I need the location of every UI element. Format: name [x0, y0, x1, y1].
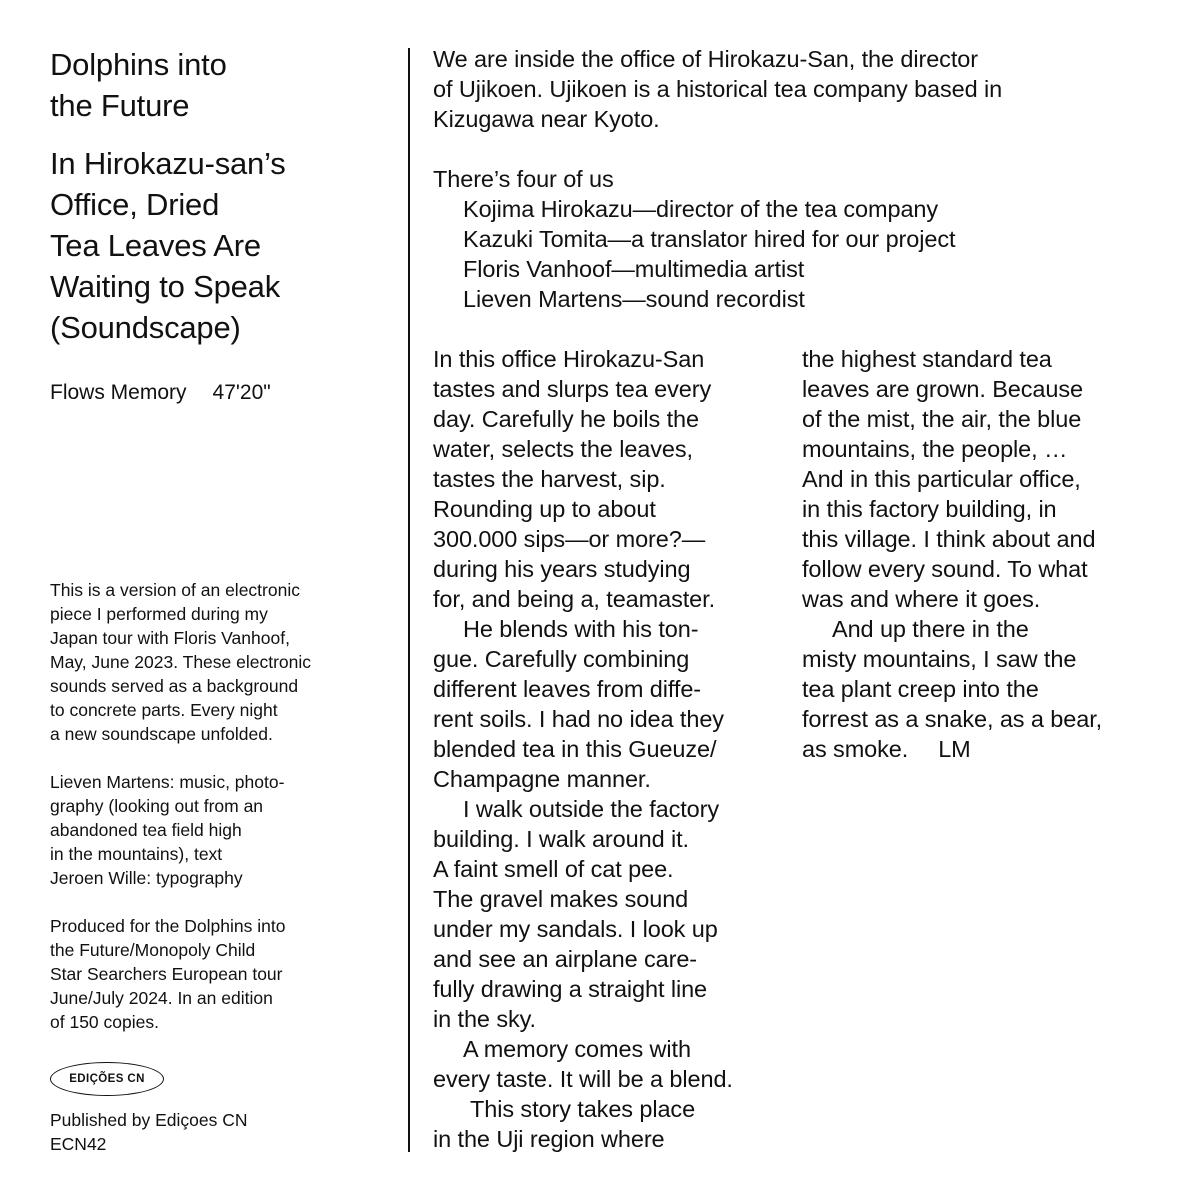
story-line: mountains, the people, …	[802, 436, 1068, 462]
subtitle-line: Waiting to Speak	[50, 269, 280, 304]
story-column-1	[433, 344, 733, 1154]
story-line: Rounding up to about	[433, 496, 656, 522]
story-line: And up there in the	[832, 616, 1029, 642]
note-line: to concrete parts. Every night	[50, 700, 278, 720]
story-line: every taste. It will be a blend.	[433, 1066, 733, 1092]
crew-member: Kojima Hirokazu—director of the tea company	[463, 196, 939, 222]
story-line: misty mountains, I saw the	[802, 646, 1077, 672]
story-line: The gravel makes sound	[433, 886, 689, 912]
publisher-info	[50, 1108, 247, 1156]
story-line: tastes and slurps tea every	[433, 376, 712, 402]
author-signature: LM	[938, 736, 971, 762]
story-line: In this office Hirokazu-San	[433, 346, 705, 372]
note-line: This is a version of an electronic	[50, 580, 300, 600]
story-line: I walk outside the factory	[463, 796, 720, 822]
story-line: rent soils. I had no idea they	[433, 706, 724, 732]
note-line: graphy (looking out from an	[50, 796, 264, 816]
note-line: sounds served as a background	[50, 676, 299, 696]
story-line: as smoke.	[802, 736, 909, 762]
story-line: in this factory building, in	[802, 496, 1057, 522]
story-line: leaves are grown. Because	[802, 376, 1083, 402]
left-column	[50, 44, 395, 407]
story-line: day. Carefully he boils the	[433, 406, 699, 432]
story-line: tastes the harvest, sip.	[433, 466, 666, 492]
note-line: Star Searchers European tour	[50, 964, 283, 984]
story-line: under my sandals. I look up	[433, 916, 718, 942]
story-line: He blends with his ton-	[463, 616, 699, 642]
crew-member: Lieven Martens—sound recordist	[463, 286, 805, 312]
track-name: Flows Memory	[50, 381, 187, 404]
story-line: blended tea in this Gueuze/	[433, 736, 717, 762]
credits-notes	[50, 578, 395, 1034]
story-line: this village. I think about and	[802, 526, 1096, 552]
intro-line: Kizugawa near Kyoto.	[433, 106, 660, 132]
note-line: in the mountains), text	[50, 844, 223, 864]
note-line: May, June 2023. These electronic	[50, 652, 312, 672]
album-title	[50, 44, 395, 126]
story-final-line	[802, 734, 1102, 764]
note-line: Japan tour with Floris Vanhoof,	[50, 628, 290, 648]
performance-note	[50, 578, 395, 746]
note-line: of 150 copies.	[50, 1012, 159, 1032]
story-line: forrest as a snake, as a bear,	[802, 706, 1103, 732]
story-line: was and where it goes.	[802, 586, 1041, 612]
catalog-number: ECN42	[50, 1134, 107, 1154]
story-line: gue. Carefully combining	[433, 646, 690, 672]
story-line: building. I walk around it.	[433, 826, 689, 852]
intro-line: We are inside the office of Hirokazu-San, the director	[433, 46, 978, 72]
track-duration: 47'20"	[212, 381, 271, 404]
credits-note	[50, 770, 395, 890]
story-line: Champagne manner.	[433, 766, 651, 792]
story-line: during his years studying	[433, 556, 691, 582]
story-line: A memory comes with	[463, 1036, 691, 1062]
crew-heading: There’s four of us	[433, 166, 614, 192]
crew-list	[433, 164, 955, 314]
story-line: the highest standard tea	[802, 346, 1052, 372]
intro-line: of Ujikoen. Ujikoen is a historical tea company based in	[433, 76, 1003, 102]
note-line: abandoned tea field high	[50, 820, 242, 840]
title-line: Dolphins into	[50, 47, 227, 82]
intro-paragraph	[433, 44, 1002, 134]
story-line: in the sky.	[433, 1006, 536, 1032]
story-line: in the Uji region where	[433, 1126, 665, 1152]
publisher-logo	[50, 1062, 164, 1096]
subtitle-line: Tea Leaves Are	[50, 228, 261, 263]
story-line: for, and being a, teamaster.	[433, 586, 716, 612]
note-line: Lieven Martens: music, photo-	[50, 772, 285, 792]
crew-member: Floris Vanhoof—multimedia artist	[463, 256, 805, 282]
title-line: the Future	[50, 88, 190, 123]
story-line: different leaves from diffe-	[433, 676, 702, 702]
track-listing	[50, 379, 395, 407]
note-line: Jeroen Wille: typography	[50, 868, 243, 888]
production-note	[50, 914, 395, 1034]
story-line: fully drawing a straight line	[433, 976, 708, 1002]
story-line: water, selects the leaves,	[433, 436, 693, 462]
note-line: Produced for the Dolphins into	[50, 916, 286, 936]
note-line: June/July 2024. In an edition	[50, 988, 273, 1008]
publisher-line: Published by Ediçoes CN	[50, 1110, 248, 1130]
note-line: the Future/Monopoly Child	[50, 940, 256, 960]
story-line: tea plant creep into the	[802, 676, 1039, 702]
story-line: and see an airplane care-	[433, 946, 698, 972]
story-line: of the mist, the air, the blue	[802, 406, 1082, 432]
story-line: 300.000 sips—or more?—	[433, 526, 706, 552]
crew-member: Kazuki Tomita—a translator hired for our project	[463, 226, 956, 252]
work-subtitle	[50, 143, 395, 348]
story-line: And in this particular office,	[802, 466, 1081, 492]
story-line: follow every sound. To what	[802, 556, 1088, 582]
note-line: a new soundscape unfolded.	[50, 724, 273, 744]
story-line: This story takes place	[470, 1096, 696, 1122]
column-divider	[408, 48, 410, 1152]
subtitle-line: Office, Dried	[50, 187, 220, 222]
subtitle-line: In Hirokazu-san’s	[50, 146, 286, 181]
story-line: A faint smell of cat pee.	[433, 856, 674, 882]
subtitle-line: (Soundscape)	[50, 310, 241, 345]
story-column-2	[802, 344, 1102, 764]
note-line: piece I performed during my	[50, 604, 268, 624]
logo-text: EDIÇÕES CN	[69, 1073, 145, 1085]
